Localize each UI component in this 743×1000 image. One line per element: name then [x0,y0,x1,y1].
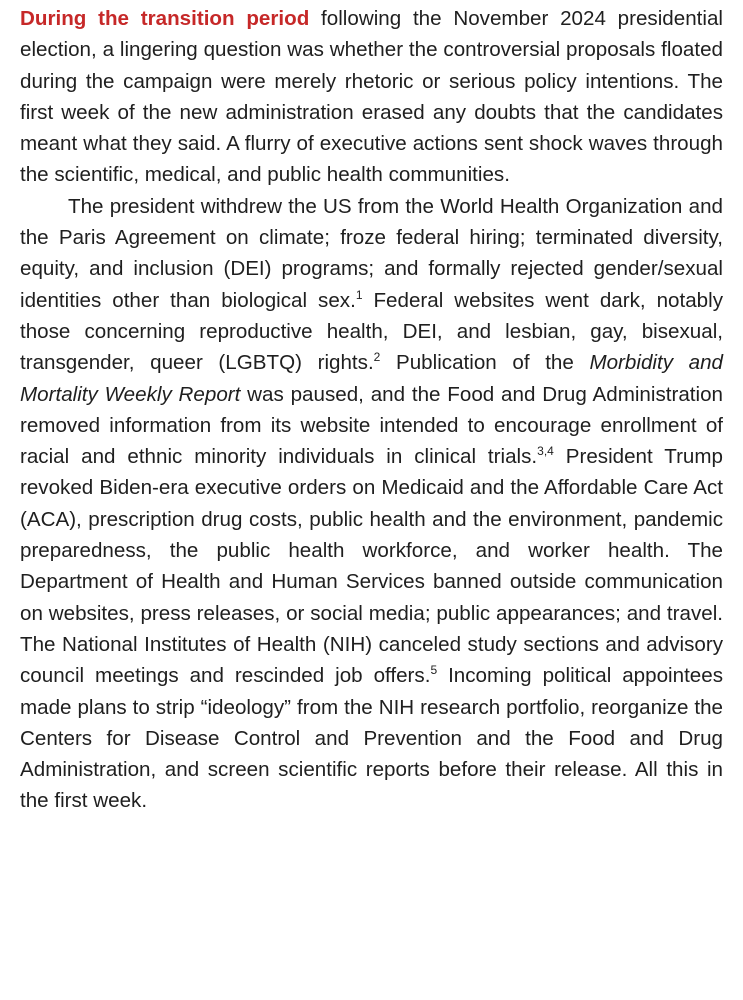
paragraph-2-text-4: was paused, and the Food and Drug Administration removed information from its website intended to encourage enrollment of racial and ethnic minority individuals in clinical trials. [20,382,723,469]
citation-ref-5[interactable]: 5 [430,663,438,678]
journal-title: Morbidity and Mortality Weekly Report [20,351,723,406]
paragraph-2-text-6: Incoming political appointees made plans to strip “ideology” from the NIH research portfolio, reorganize the Centers for Disease Control and Prevention and the Food and Drug Administration, and screen scientific reports before their release. All this in the first week. [20,664,723,813]
paragraph-2-text-5: President Trump revoked Biden-era executive orders on Medicaid and the Affordable Care Act (ACA), prescription drug costs, public health and the environment, pandemic preparedness, the public health workforce, and worker health. The Department of Health and Human Services banned outside communication on websites, press releases, or social media; public appearances; and travel. The National Institutes of Health (NIH) canceled study sections and advisory council meetings and rescinded job offers. [20,445,723,688]
paragraph-2-text-3: Publication of the [380,351,590,375]
citation-ref-2[interactable]: 2 [373,350,381,365]
paragraph-1-text: following the November 2024 presidential election, a lingering question was whether the controversial proposals floated during the campaign were merely rhetoric or serious policy intentions. The first week of the new administration erased any doubts that the candidates meant what they said. A flurry of executive actions sent shock waves through the scientific, medical, and public health communities. [20,7,723,187]
citation-ref-1[interactable]: 1 [355,287,363,302]
paragraph-2-text-2: Federal websites went dark, notably those concerning reproductive health, DEI, and lesbian, gay, bisexual, transgender, queer (LGBTQ) rights. [20,288,723,375]
citation-ref-3-4[interactable]: 3,4 [537,444,554,459]
lead-in-heading: During the transition period [20,7,310,30]
paragraph-2-text-1: The president withdrew the US from the World Health Organization and the Paris Agreement on climate; froze federal hiring; terminated diversity, equity, and inclusion (DEI) programs; and formally rejected gender/sexual identities other than biological sex. [20,194,723,312]
paragraph-2 [20,191,723,817]
paragraph-1 [20,3,723,191]
